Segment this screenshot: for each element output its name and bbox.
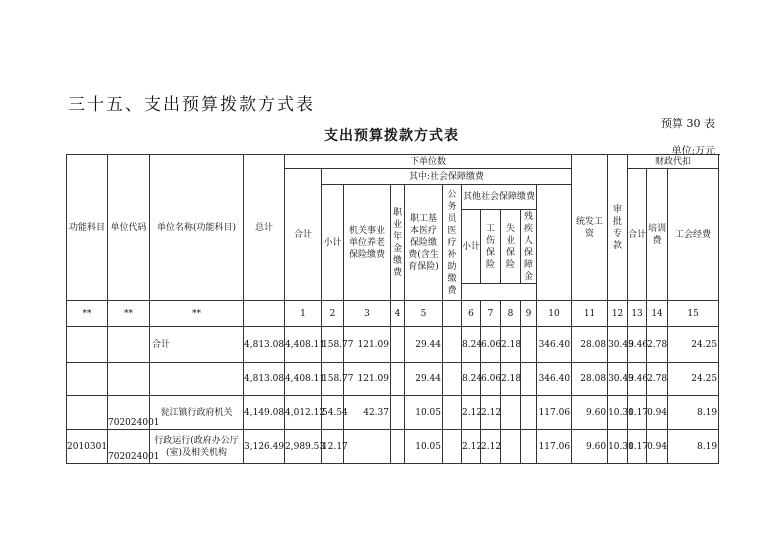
value-cell: 12.17	[322, 430, 344, 464]
value-cell: 3,126.49	[244, 430, 285, 464]
header-salary: 统发工资	[572, 155, 608, 301]
value-cell: 9.60	[572, 430, 608, 464]
value-cell: 0.94	[647, 396, 668, 430]
value-cell	[391, 430, 405, 464]
unit-code-cell	[108, 363, 150, 396]
value-cell: 30.49	[608, 327, 628, 363]
value-cell: 1.17	[628, 430, 647, 464]
index-star: **	[108, 301, 150, 327]
value-cell	[443, 327, 462, 363]
value-cell	[521, 430, 537, 464]
value-cell: 3.46	[628, 327, 647, 363]
value-cell	[501, 396, 521, 430]
value-cell	[391, 327, 405, 363]
value-cell	[443, 430, 462, 464]
header-small: 小计	[322, 185, 344, 301]
value-cell: 2.78	[647, 363, 668, 396]
header-pension: 机关事业单位养老保险缴费	[344, 185, 391, 301]
value-cell	[443, 363, 462, 396]
unit-label: 单位:万元	[671, 146, 715, 157]
value-cell: 28.08	[572, 363, 608, 396]
value-cell: 117.06	[537, 396, 572, 430]
table-row	[67, 363, 719, 396]
value-cell: 2.18	[501, 327, 521, 363]
header-approval: 审批专款	[608, 155, 628, 301]
value-cell: 117.06	[537, 430, 572, 464]
index-cell: 15	[668, 301, 719, 327]
index-row	[67, 301, 719, 327]
value-cell	[521, 363, 537, 396]
header-annuity: 职业年金缴费	[391, 185, 405, 301]
func-code-cell: 2010301	[67, 430, 108, 464]
index-cell	[443, 301, 462, 327]
index-cell: 4	[391, 301, 405, 327]
value-cell	[521, 327, 537, 363]
value-cell: 2.12	[462, 396, 481, 430]
value-cell: 30.49	[608, 363, 628, 396]
value-cell: 158.77	[322, 363, 344, 396]
header-unit-code: 单位代码	[108, 155, 150, 301]
table-row	[67, 430, 719, 464]
header-total: 总计	[244, 155, 285, 301]
value-cell: 2.12	[462, 430, 481, 464]
index-star: **	[150, 301, 244, 327]
header-fiscal-sum: 合计	[628, 169, 647, 301]
value-cell: 28.08	[572, 327, 608, 363]
header-social: 其中:社会保障缴费	[322, 169, 572, 185]
value-cell: 4,012.12	[285, 396, 322, 430]
unit-code-cell: 702024001	[108, 396, 150, 430]
value-cell: 346.40	[537, 327, 572, 363]
index-cell: 5	[405, 301, 443, 327]
value-cell: 24.25	[668, 363, 719, 396]
unit-name-cell: 行政运行(政府办公厅(室)及相关机构	[150, 430, 244, 464]
unit-code-cell: 702024001	[108, 430, 150, 464]
value-cell: 346.40	[537, 363, 572, 396]
header-training: 培训费	[647, 169, 668, 301]
header-xiabo: 下单位数	[285, 155, 572, 169]
func-code-cell	[67, 363, 108, 396]
value-cell	[521, 396, 537, 430]
index-cell: 14	[647, 301, 668, 327]
header-disabled: 残疾人保障金	[521, 210, 537, 284]
value-cell: 54.54	[322, 396, 344, 430]
value-cell: 3.46	[628, 363, 647, 396]
value-cell: 0.94	[647, 430, 668, 464]
value-cell: 8.19	[668, 430, 719, 464]
value-cell: 29.44	[405, 363, 443, 396]
header-func-code: 功能科目	[67, 155, 108, 301]
index-cell: 1	[285, 301, 322, 327]
index-cell: 12	[608, 301, 628, 327]
value-cell: 42.37	[344, 396, 391, 430]
value-cell	[443, 396, 462, 430]
value-cell: 2,989.53	[285, 430, 322, 464]
index-cell: 2	[322, 301, 344, 327]
value-cell: 2.12	[481, 396, 501, 430]
header-medical: 职工基本医疗保险缴费(含生育保险)	[405, 185, 443, 301]
value-cell: 1.17	[628, 396, 647, 430]
value-cell: 8.24	[462, 327, 481, 363]
header-injury: 工伤保险	[481, 210, 501, 284]
value-cell: 2.18	[501, 363, 521, 396]
value-cell: 158.77	[322, 327, 344, 363]
value-cell	[501, 430, 521, 464]
value-cell: 6.06	[481, 363, 501, 396]
value-cell: 10.30	[608, 396, 628, 430]
unit-name-cell	[150, 363, 244, 396]
func-code-cell	[67, 396, 108, 430]
value-cell: 2.12	[481, 430, 501, 464]
value-cell: 29.44	[405, 327, 443, 363]
document-title: 支出预算拨款方式表	[324, 128, 459, 144]
header-spacer	[462, 284, 537, 301]
value-cell: 10.30	[608, 430, 628, 464]
index-cell: 9	[521, 301, 537, 327]
header-other-small: 小计	[462, 210, 481, 284]
header-fiscal: 财政代扣	[628, 155, 719, 169]
header-other-social: 其他社会保障缴费	[462, 185, 537, 210]
index-cell: 11	[572, 301, 608, 327]
header-unit-name: 单位名称(功能科目)	[150, 155, 244, 301]
table-row	[67, 396, 719, 430]
value-cell: 4,813.08	[244, 327, 285, 363]
value-cell: 121.09	[344, 327, 391, 363]
index-cell: 6	[462, 301, 481, 327]
func-code-cell	[67, 327, 108, 363]
index-cell	[244, 301, 285, 327]
index-star: **	[67, 301, 108, 327]
unit-name-cell: 合计	[150, 327, 244, 363]
value-cell: 10.05	[405, 430, 443, 464]
section-title: 三十五、支出预算拨款方式表	[68, 95, 315, 115]
header-unemploy: 失业保险	[501, 210, 521, 284]
value-cell	[344, 430, 391, 464]
table-row	[67, 327, 719, 363]
value-cell: 4,813.08	[244, 363, 285, 396]
header-union: 工会经费	[668, 169, 719, 301]
budget-table	[66, 154, 719, 464]
value-cell: 121.09	[344, 363, 391, 396]
header-subtotal-sum: 合计	[285, 169, 322, 301]
value-cell: 8.19	[668, 396, 719, 430]
index-cell: 13	[628, 301, 647, 327]
value-cell: 24.25	[668, 327, 719, 363]
index-cell: 3	[344, 301, 391, 327]
value-cell	[391, 396, 405, 430]
value-cell: 10.05	[405, 396, 443, 430]
header-civil-med: 公务员医疗补助缴费	[443, 185, 462, 301]
value-cell: 4,408.11	[285, 327, 322, 363]
unit-code-cell	[108, 327, 150, 363]
value-cell: 6.06	[481, 327, 501, 363]
value-cell: 8.24	[462, 363, 481, 396]
value-cell: 4,408.11	[285, 363, 322, 396]
index-cell: 8	[501, 301, 521, 327]
value-cell	[391, 363, 405, 396]
index-cell: 10	[537, 301, 572, 327]
value-cell: 2.78	[647, 327, 668, 363]
table-number: 预算 30 表	[661, 117, 715, 130]
index-cell: 7	[481, 301, 501, 327]
value-cell: 9.60	[572, 396, 608, 430]
value-cell: 4,149.08	[244, 396, 285, 430]
unit-name-cell: 瓮江镇行政府机关	[150, 396, 244, 430]
